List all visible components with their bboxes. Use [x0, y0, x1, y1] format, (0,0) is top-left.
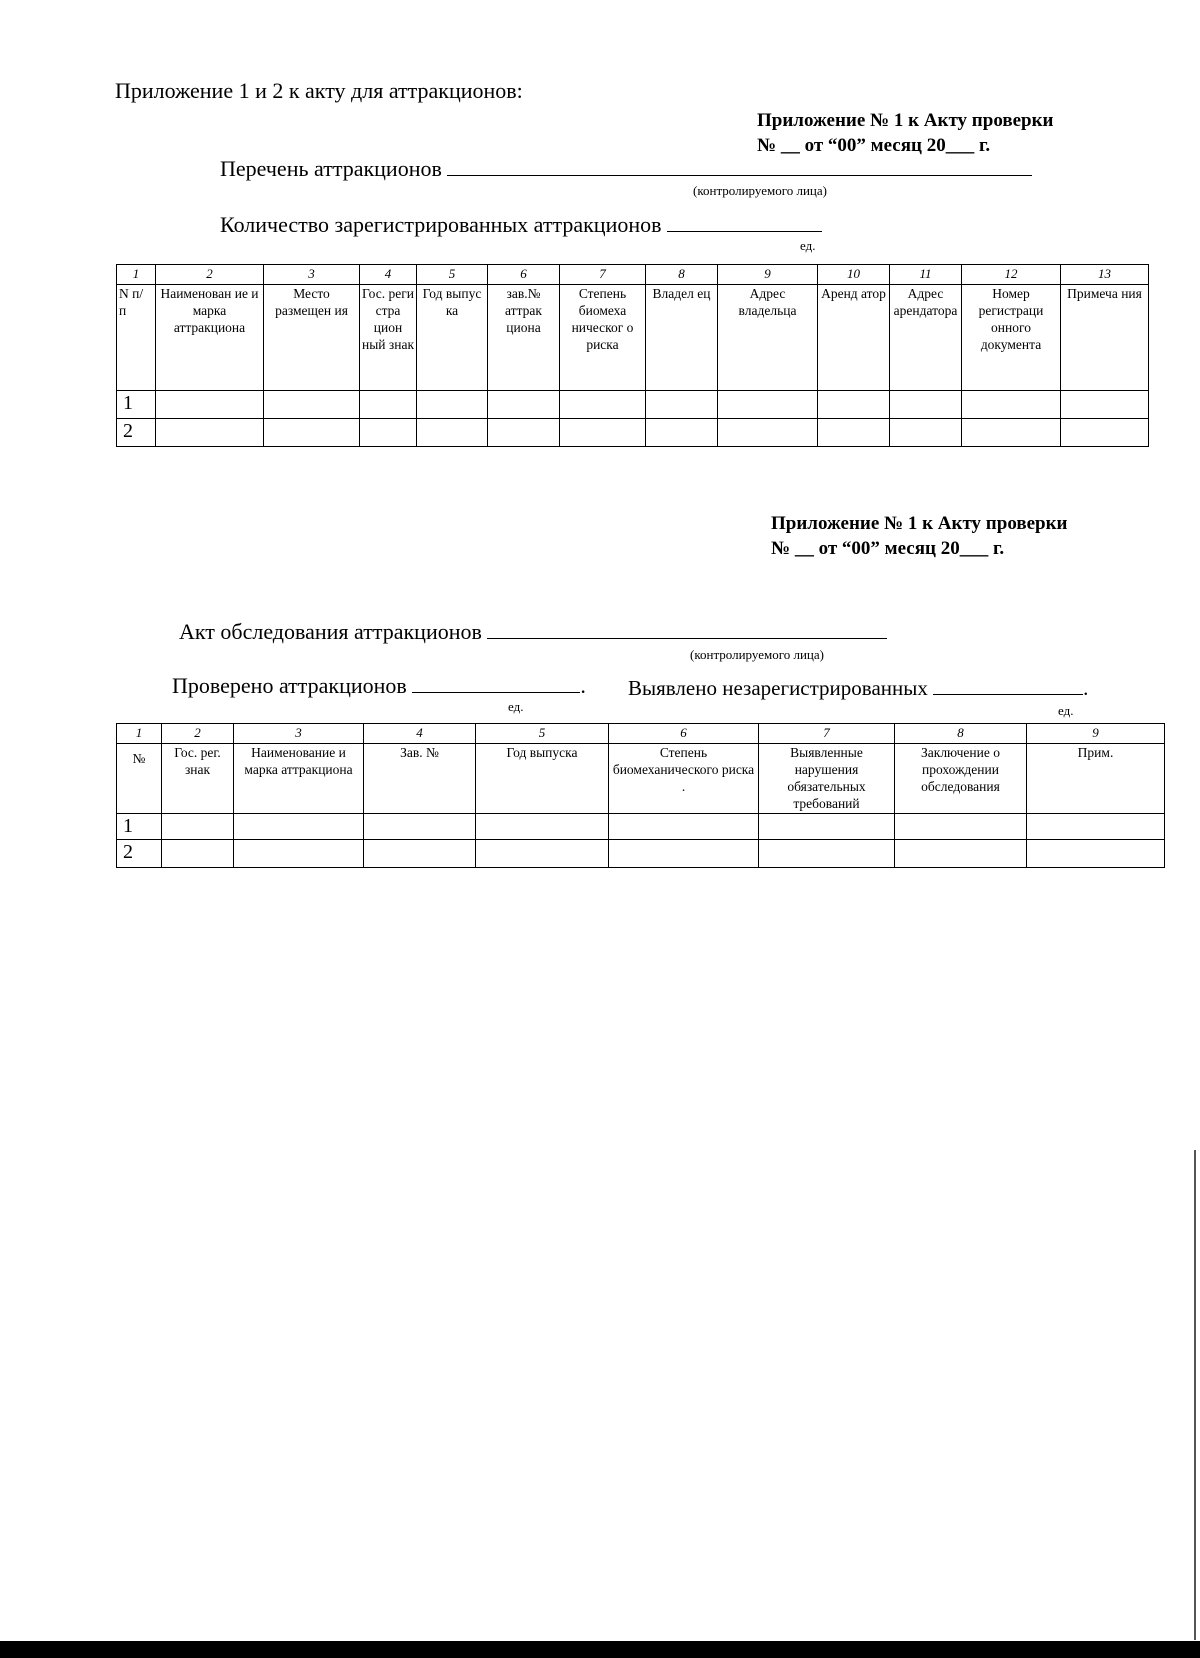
act-caption: (контролируемого лица)	[690, 647, 824, 662]
column-number: 6	[488, 265, 560, 285]
list-title-blank[interactable]	[447, 155, 1032, 176]
table-cell[interactable]	[364, 814, 476, 840]
column-number: 13	[1061, 265, 1149, 285]
column-header: Владел ец	[646, 285, 718, 391]
inspection-table	[116, 723, 1165, 868]
column-number: 1	[117, 724, 162, 744]
column-header: Прим.	[1027, 744, 1165, 814]
table-cell[interactable]	[264, 419, 360, 447]
row-number: 1	[117, 814, 162, 840]
column-number: 1	[117, 265, 156, 285]
appendix-reference-2-line2: № __ от “00” месяц 20___ г.	[771, 538, 1005, 559]
column-number: 4	[360, 265, 417, 285]
column-header: Степень биомеханического риска .	[609, 744, 759, 814]
table-cell[interactable]	[360, 419, 417, 447]
checked-unit: ед.	[508, 699, 524, 714]
column-number: 4	[364, 724, 476, 744]
column-header: Наименован ие и марка аттракциона	[156, 285, 264, 391]
table-cell[interactable]	[609, 814, 759, 840]
column-header: Гос. реги стра цион ный знак	[360, 285, 417, 391]
table-cell[interactable]	[646, 419, 718, 447]
found-label: Выявлено незарегистрированных	[628, 676, 928, 700]
column-header: Выявленные нарушения обязательных требований	[759, 744, 895, 814]
table-cell[interactable]	[895, 814, 1027, 840]
table-cell[interactable]	[818, 419, 890, 447]
table-cell[interactable]	[1061, 391, 1149, 419]
appendix-reference-1-line1: Приложение № 1 к Акту проверки	[757, 110, 1054, 131]
table-cell[interactable]	[560, 391, 646, 419]
column-number: 10	[818, 265, 890, 285]
table-cell[interactable]	[609, 840, 759, 868]
column-header: Заключение о прохождении обследования	[895, 744, 1027, 814]
scan-bottom-border	[0, 1641, 1200, 1658]
column-number: 7	[759, 724, 895, 744]
list-title-line	[220, 155, 1032, 182]
column-header: Год выпуска	[476, 744, 609, 814]
column-number: 5	[476, 724, 609, 744]
table-cell[interactable]	[818, 391, 890, 419]
found-line: Выявлено незарегистрированных .	[628, 676, 1089, 700]
column-header: Адрес владельца	[718, 285, 818, 391]
table-cell[interactable]	[646, 391, 718, 419]
appendix-reference-1	[757, 108, 1054, 158]
column-number: 3	[234, 724, 364, 744]
column-number: 5	[417, 265, 488, 285]
column-header: №	[117, 744, 162, 814]
table-row	[117, 814, 1165, 840]
list-caption: (контролируемого лица)	[693, 183, 827, 198]
table-cell[interactable]	[718, 391, 818, 419]
column-number: 9	[718, 265, 818, 285]
column-number: 9	[1027, 724, 1165, 744]
act-title-blank[interactable]	[487, 618, 887, 639]
column-header: Примеча ния	[1061, 285, 1149, 391]
table-cell[interactable]	[759, 840, 895, 868]
scan-edge-line	[1194, 1150, 1196, 1640]
table-row	[117, 391, 1149, 419]
column-number: 6	[609, 724, 759, 744]
column-number: 11	[890, 265, 962, 285]
act-title: Акт обследования аттракционов	[179, 619, 482, 644]
table-cell[interactable]	[476, 814, 609, 840]
found-blank[interactable]	[933, 674, 1083, 695]
act-title-line	[179, 618, 887, 645]
column-header: зав.№ аттрак циона	[488, 285, 560, 391]
appendix-reference-2	[771, 511, 1068, 561]
table-cell[interactable]	[364, 840, 476, 868]
column-header: Аренд атор	[818, 285, 890, 391]
column-number: 3	[264, 265, 360, 285]
table-cell[interactable]	[718, 419, 818, 447]
checked-label: Проверено аттракционов	[172, 673, 407, 698]
table-cell[interactable]	[162, 814, 234, 840]
column-header: Зав. №	[364, 744, 476, 814]
table-cell[interactable]	[417, 419, 488, 447]
table-cell[interactable]	[1027, 814, 1165, 840]
column-number: 2	[156, 265, 264, 285]
column-header: Место размещен ия	[264, 285, 360, 391]
table-cell[interactable]	[488, 419, 560, 447]
column-number: 8	[895, 724, 1027, 744]
row-number: 2	[117, 840, 162, 868]
found-unit: ед.	[1058, 703, 1074, 718]
row-number: 1	[117, 391, 156, 419]
table-cell[interactable]	[890, 419, 962, 447]
table-cell[interactable]	[890, 391, 962, 419]
column-header: Номер регистраци онного документа	[962, 285, 1061, 391]
table-cell[interactable]	[156, 391, 264, 419]
column-header: N п/ п	[117, 285, 156, 391]
count-title-line	[220, 211, 822, 238]
list-title: Перечень аттракционов	[220, 156, 442, 181]
table-cell[interactable]	[234, 840, 364, 868]
column-header: Степень биомеха ническог о риска	[560, 285, 646, 391]
table-cell[interactable]	[1027, 840, 1165, 868]
table-cell[interactable]	[895, 840, 1027, 868]
table-row	[117, 840, 1165, 868]
count-title: Количество зарегистрированных аттракционов	[220, 212, 662, 237]
column-header: Год выпус ка	[417, 285, 488, 391]
table-row	[117, 419, 1149, 447]
column-number: 8	[646, 265, 718, 285]
table-cell[interactable]	[488, 391, 560, 419]
checked-line: Проверено аттракционов .	[172, 673, 586, 698]
table-cell[interactable]	[1061, 419, 1149, 447]
page-heading: Приложение 1 и 2 к акту для аттракционов:	[115, 78, 523, 103]
column-header: Адрес арендатора	[890, 285, 962, 391]
column-header: Наименование и марка аттракциона	[234, 744, 364, 814]
row-number: 2	[117, 419, 156, 447]
appendix-reference-1-line2: № __ от “00” месяц 20___ г.	[757, 135, 991, 156]
column-number: 2	[162, 724, 234, 744]
column-number: 7	[560, 265, 646, 285]
column-header: Гос. рег. знак	[162, 744, 234, 814]
checked-blank[interactable]	[412, 672, 580, 693]
table-cell[interactable]	[417, 391, 488, 419]
appendix-reference-2-line1: Приложение № 1 к Акту проверки	[771, 513, 1068, 534]
count-blank[interactable]	[667, 211, 822, 232]
table-cell[interactable]	[962, 391, 1061, 419]
table-cell[interactable]	[162, 840, 234, 868]
attractions-list-table	[116, 264, 1149, 447]
count-unit: ед.	[800, 238, 816, 253]
table-cell[interactable]	[360, 391, 417, 419]
column-number: 12	[962, 265, 1061, 285]
table-cell[interactable]	[759, 814, 895, 840]
table-cell[interactable]	[962, 419, 1061, 447]
table-cell[interactable]	[476, 840, 609, 868]
table-cell[interactable]	[234, 814, 364, 840]
table-cell[interactable]	[560, 419, 646, 447]
table-cell[interactable]	[264, 391, 360, 419]
table-cell[interactable]	[156, 419, 264, 447]
